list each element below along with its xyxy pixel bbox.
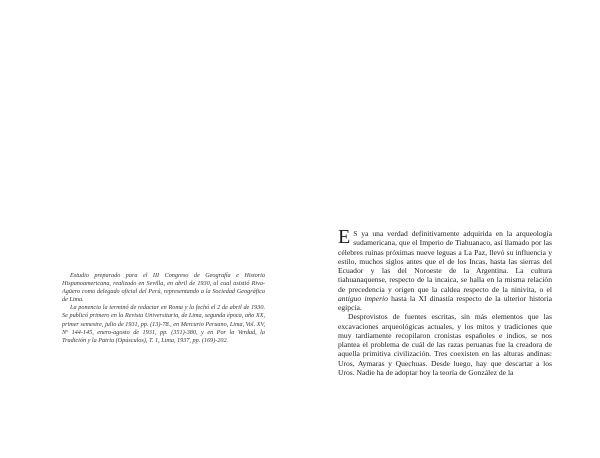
footnote-paragraph-2: La ponencia la terminó de redactar en Roma y la fechó el 2 de abril de 1930. Se publicó primero en la Revista Universitaria, de Lima, segunda época, año XX, primer semestre, julio de 1931, pp. (13)-78., en Mercurio Peruano, Lima, Vol. XV, Nº 144-145, enero-agosto de 1931, pp. (351)-380, y en Por la Verdad, la Tradición y la Patria (Opúsculos), T. 1, Lima, 1937, pp. (169)-202. [62, 304, 265, 344]
body-paragraph-1-text-a: S ya una verdad definitivamente adquirida en la arqueología sudamericana, que el Imperio de Tiahuanaco, así llamado por las célebres ruinas próximas nueve leguas a La Paz, llevó su influencia y estilo, muchos siglos antes que el de los Incas, hasta las sierras del Ecuador y las del Noroeste de la Argentina. La cultura tiahuanaquense, respecto de la incaica, se halla en la misma relación de precedencia y origen que la caldea respecto de la ninivita, o el [338, 229, 552, 294]
main-text-column [338, 226, 552, 377]
footnote-paragraph-1: Estudio preparado para el III Congreso de Geografía e Historia Hispanoamericana, realizado en Sevilla, en abril de 1930, al cual asistió Riva-Agüero como delegado oficial del Perú, representando a la Sociedad Geográfica de Lima. [62, 272, 265, 304]
body-paragraph-1 [338, 226, 552, 312]
body-paragraph-1-italic: antiguo imperio [338, 293, 388, 303]
drop-cap: E [338, 226, 351, 248]
footnote [62, 272, 265, 345]
body-paragraph-1-text-b: hasta la XI dinastía respecto de la ulterior historia egipcia. [338, 293, 552, 312]
body-paragraph-2: Desprovistos de fuentes escritas, sin más elementos que las excavaciones arqueológicas actuales, y los mitos y tradiciones que muy tardíamente recopilaron cronistas españoles e indios, se nos plantea el problema de cuál de las razas peruanas fue la creadora de aquella primitiva civilización. Tres coexisten en las alturas andinas: Uros, Aymaras y Quechuas. Desde luego, hay que descartar a los Uros. Nadie ha de adoptar hoy la teoría de González de la [338, 312, 552, 377]
